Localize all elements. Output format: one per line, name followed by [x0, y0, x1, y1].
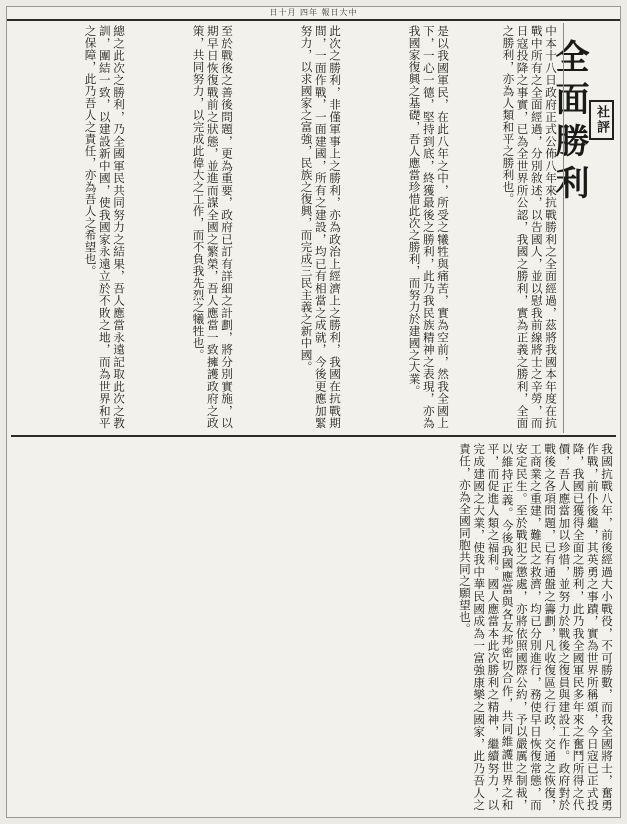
editorial-column-5: 總之此次之勝利，乃全國軍民共同努力之結果，吾人應當永遠記取此次之教訓，團結一致，以建設新中國，使我國家永遠立於不敗之地，而為世界和平之保障，此乃吾人之責任，亦為吾人之希望也。: [83, 25, 126, 429]
newspaper-page: [6, 6, 621, 818]
section-divider: [11, 435, 616, 437]
editorial-headline: 全面勝利: [549, 39, 589, 207]
column-rule: [563, 23, 564, 433]
editorial-column-1: 中本十八日政府正式公佈八年來抗戰勝利之全面經過，茲將我國本年度在抗戰中所有之全面經過，分別敘述，以告國人，並以慰我前線將士之辛勞，而日寇投降之事實，已為全世界所公認，我國之勝利，實為正義之勝利，全面之勝利，亦為人類和平之勝利也。: [501, 25, 558, 429]
editorial-column-bottom: 我國抗戰八年，前後經過大小戰役，不可勝數，而我全國將士，奮勇作戰，前仆後繼，其英勇之事蹟，實為世界所稱頌，今日寇已正式投降，我國已獲得全面之勝利，此乃我全國軍民多年來之奮鬥所得之代價，吾人應當加以珍惜，並努力於戰後之復員與建設工作。政府對於戰後之各項問題，已有通盤之籌劃，凡收復區之行政，交通之恢復，工商業之重建，難民之救濟，均已分別進行，務使早日恢復常態，而安定民生。至於戰犯之懲處，亦將依照國際公約，予以嚴厲之制裁，以維持正義。今後我國應當與各友邦密切合作，共同維護世界之和平，而促進人類之福利。國人應當本此次勝利之精神，繼續努力，以完成建國之大業，使我中華民國成為一富強康樂之國家，此乃吾人之責任，亦為全國同胞共同之願望也。: [457, 443, 614, 811]
editorial-column-3: 此次之勝利，非僅軍事上之勝利，亦為政治上經濟上之勝利，我國在抗戰期間，一面作戰，一面建國，所有之建設，均已有相當之成就，今後更應加緊努力，以求國家之富強，民族之復興，而完成三民主義之新中國。: [299, 25, 342, 429]
editorial-column-4: 至於戰後之善後問題，更為重要，政府已訂有詳細之計劃，將分別實施，以期早日恢復戰前之狀態，並進而謀全國之繁榮，吾人應當一致擁護政府之政策，共同努力，以完成此偉大之工作，而不負我先烈之犧牲也。: [191, 25, 234, 429]
editorial-column-2: 是以我國軍民，在此八年之中，所受之犧牲與痛苦，實為空前，然我全國上下，一心一德，堅持到底，終獲最後之勝利，此乃我民族精神之表現，亦為我國家復興之基礎，吾人應當珍惜此次之勝利，而努力於建國之大業。: [407, 25, 450, 429]
editorial-title-box: [549, 23, 614, 223]
editorial-label: 社評: [589, 100, 614, 140]
masthead-strip: 日十月 四年 報日大中: [7, 7, 620, 21]
